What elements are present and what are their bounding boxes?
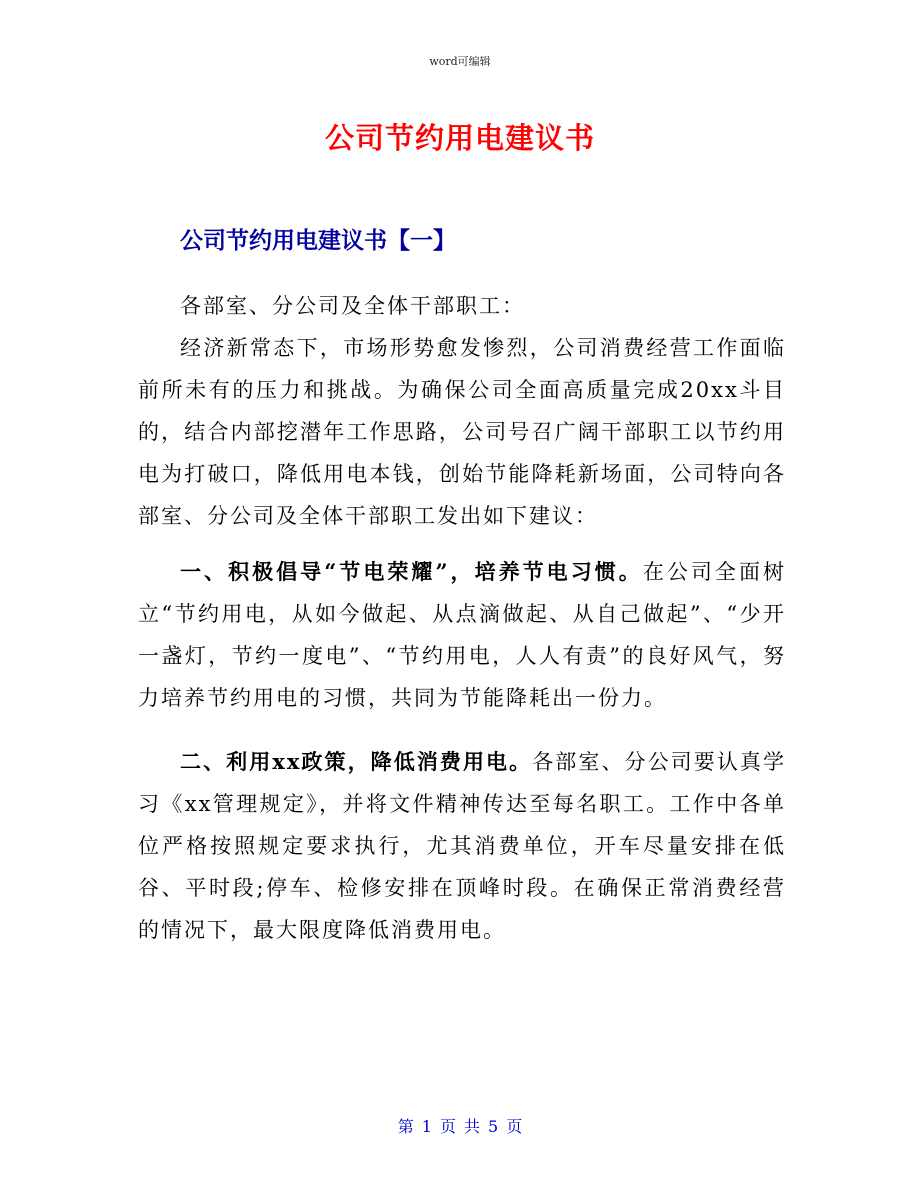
- point-1-body: 在公司全面树立“节约用电，从如今做起、从点滴做起、从自己做起”、“少开一盏灯，节约一度电”、“节约用电，人人有责”的良好风气，努力培养节约用电的习惯，共同为节能降耗出一份力。: [138, 560, 786, 710]
- page-footer: [0, 1114, 920, 1137]
- point-1-paragraph: [138, 551, 786, 719]
- footer-total-prefix: 共: [464, 1117, 481, 1136]
- intro-paragraph: 经济新常态下，市场形势愈发惨烈，公司消费经营工作面临前所未有的压力和挑战。为确保公司全面高质量完成20xx斗目的，结合内部挖潜年工作思路，公司号召广阔干部职工以节约用电为打破口，降低用电本钱，创始节能降耗新场面，公司特向各部室、分公司及全体干部职工发出如下建议：: [138, 336, 786, 528]
- point-2-body: 各部室、分公司要认真学习《xx管理规定》，并将文件精神传达至每名职工。工作中各单位严格按照规定要求执行，尤其消费单位，开车尽量安排在低谷、平时段;停车、检修安排在顶峰时段。在确保正常消费经营的情况下，最大限度降低消费用电。: [138, 750, 786, 942]
- footer-total-label: 页: [506, 1117, 523, 1136]
- salutation: 各部室、分公司及全体干部职工：: [180, 294, 525, 318]
- point-1-heading: 一、积极倡导“节电荣耀”，培养节电习惯。: [180, 559, 643, 584]
- footer-page-label: 页: [439, 1117, 456, 1136]
- footer-page-current: 1: [421, 1117, 432, 1136]
- document-body: [138, 285, 786, 951]
- footer-page-total: 5: [488, 1117, 499, 1136]
- section-heading: 公司节约用电建议书【一】: [180, 228, 456, 254]
- document-title: 公司节约用电建议书: [324, 121, 595, 155]
- point-2-paragraph: [138, 741, 786, 951]
- point-2-heading: 二、利用xx政策，降低消费用电。: [180, 749, 533, 774]
- footer-prefix: 第: [397, 1117, 414, 1136]
- header-note: word可编辑: [429, 55, 491, 68]
